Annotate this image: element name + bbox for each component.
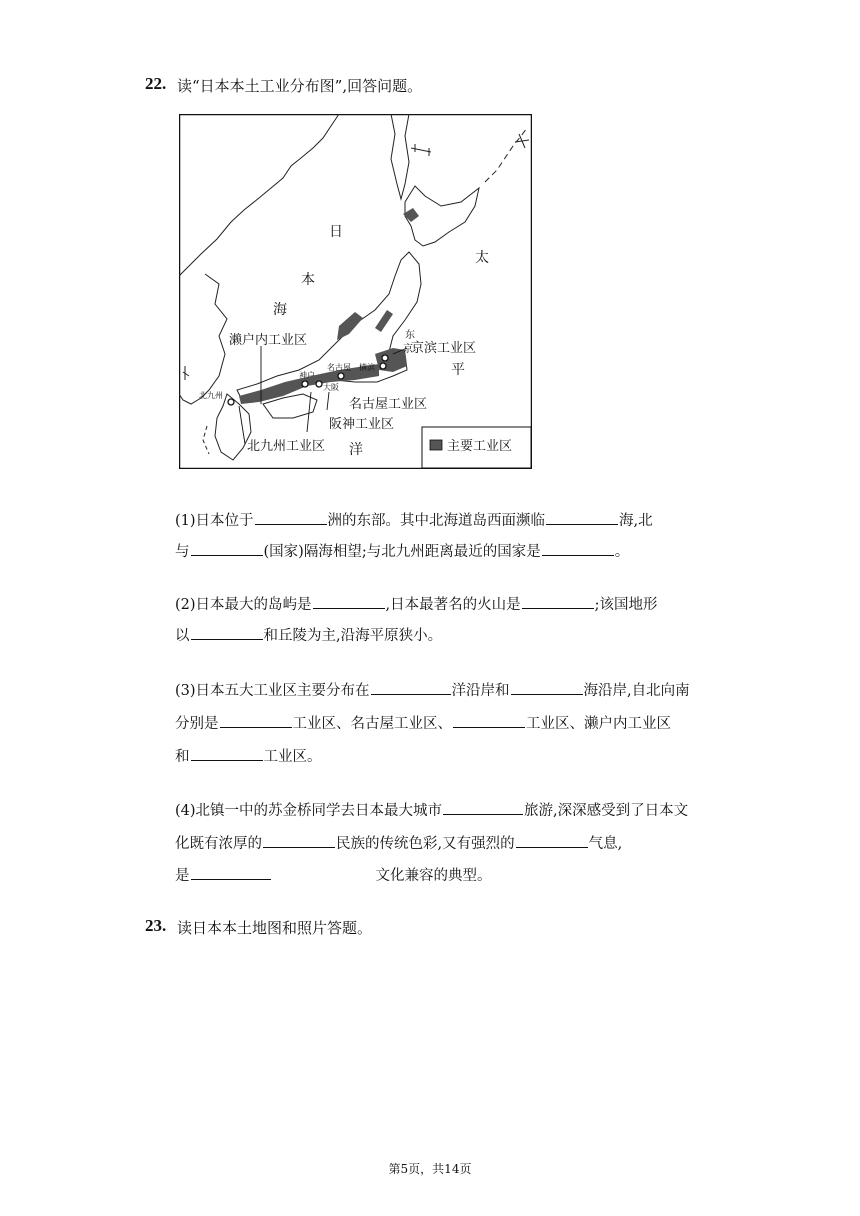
- q22-p4-text-c: 化既有浓厚的: [175, 836, 262, 852]
- sea-label-ri: 日: [329, 224, 343, 240]
- q22-part4-line3: [175, 864, 492, 885]
- nagoya-marker: [338, 373, 344, 379]
- japan-industry-map: [179, 114, 532, 469]
- q22-part3-line2: [175, 712, 671, 733]
- question-number-22: 22.: [145, 74, 167, 93]
- city-label-yokohama: 横滨: [359, 363, 375, 372]
- sea-label-hai: 海: [273, 302, 287, 318]
- answer-blank[interactable]: [263, 833, 335, 848]
- q22-part2-line1: [175, 593, 658, 614]
- ocean-label-tai: 太: [475, 250, 489, 266]
- q22-p1-text-a: (1)日本位于: [175, 513, 254, 529]
- q22-p4-text-a: (4)北镇一中的苏金桥同学去日本最大城市: [175, 803, 443, 819]
- answer-blank[interactable]: [453, 713, 525, 728]
- answer-blank[interactable]: [220, 713, 292, 728]
- q22-p3-text-h: 工业区。: [263, 749, 322, 765]
- ocean-label-ping: 平: [451, 362, 465, 378]
- kobe-marker: [302, 381, 308, 387]
- q22-part2-line2: [175, 624, 442, 645]
- q22-part3-line3: [175, 745, 322, 766]
- q22-p3-text-g: 和: [175, 749, 190, 765]
- q22-p2-text-e: 和丘陵为主,沿海平原狭小。: [263, 628, 443, 644]
- city-label-nagoya: 名古屋: [327, 363, 351, 372]
- q22-p1-text-d: 与: [175, 544, 190, 560]
- answer-blank[interactable]: [191, 541, 263, 556]
- q22-part1-line2: [175, 540, 629, 561]
- legend-swatch: [430, 440, 442, 450]
- q22-part1-line1: [175, 509, 653, 530]
- region-label-nagoya: 名古屋工业区: [349, 397, 428, 412]
- question-prompt-22: 读“日本本土工业分布图”,回答问题。: [177, 77, 423, 95]
- question-number-23: 23.: [145, 916, 167, 935]
- ocean-label-yang: 洋: [349, 442, 363, 458]
- city-label-osaka: 大阪: [323, 383, 339, 392]
- yokohama-marker: [380, 363, 386, 369]
- q22-part3-line1: [175, 679, 690, 700]
- region-label-kitakyushu: 北九州工业区: [247, 439, 326, 454]
- q22-p4-text-d: 民族的传统色彩,又有强烈的: [336, 836, 515, 852]
- q22-p2-text-b: ,日本最著名的火山是: [385, 597, 521, 613]
- answer-blank[interactable]: [443, 800, 523, 815]
- q22-p2-text-c: ;该国地形: [594, 597, 658, 613]
- answer-blank[interactable]: [371, 680, 451, 695]
- q22-p4-text-e: 气息,: [588, 836, 623, 852]
- kitakyushu-marker: [228, 399, 234, 405]
- q22-p3-text-a: (3)日本五大工业区主要分布在: [175, 683, 370, 699]
- answer-blank[interactable]: [522, 594, 594, 609]
- page-footer: 第5页，共14页: [388, 1162, 472, 1176]
- city-label-kitakyushu: 北九州: [199, 391, 223, 400]
- answer-blank[interactable]: [542, 541, 614, 556]
- tokyo-marker: [382, 355, 388, 361]
- city-label-tokyo-2: 京: [403, 344, 413, 355]
- answer-blank[interactable]: [546, 510, 618, 525]
- answer-blank[interactable]: [511, 680, 583, 695]
- q22-p3-text-c: 海沿岸,自北向南: [583, 683, 690, 699]
- q22-p1-text-c: 海,北: [619, 513, 653, 529]
- answer-blank[interactable]: [191, 746, 263, 761]
- answer-blank[interactable]: [516, 833, 588, 848]
- q22-p3-text-d: 分别是: [175, 716, 219, 732]
- answer-blank[interactable]: [191, 865, 271, 880]
- legend-label: 主要工业区: [447, 439, 513, 454]
- q22-p2-text-d: 以: [175, 628, 190, 644]
- question-prompt-23: 读日本本土地图和照片答题。: [177, 919, 373, 937]
- q22-p1-text-b: 洲的东部。其中北海道岛西面濒临: [327, 513, 546, 529]
- q22-p3-text-f: 工业区、濑户内工业区: [526, 716, 671, 732]
- region-label-keihin: 京滨工业区: [411, 341, 477, 356]
- region-label-hanshin: 阪神工业区: [329, 417, 395, 432]
- q22-part4-line2: [175, 832, 622, 853]
- answer-blank[interactable]: [191, 625, 263, 640]
- answer-blank[interactable]: [313, 594, 385, 609]
- sea-label-ben: 本: [301, 272, 315, 288]
- osaka-marker: [316, 381, 322, 387]
- q22-p3-text-b: 洋沿岸和: [451, 683, 510, 699]
- q22-part4-line1: [175, 799, 688, 820]
- city-label-kobe: 神户: [299, 371, 315, 380]
- q22-p1-text-e: (国家)隔海相望;与北九州距离最近的国家是: [263, 544, 541, 560]
- q22-p4-text-b: 旅游,深深感受到了日本文: [524, 803, 689, 819]
- answer-blank[interactable]: [255, 510, 327, 525]
- q22-p1-text-f: 。: [614, 544, 630, 560]
- q22-p3-text-e: 工业区、名古屋工业区、: [292, 716, 452, 732]
- q22-p4-text-f: 是: [175, 868, 190, 884]
- q22-p2-text-a: (2)日本最大的岛屿是: [175, 597, 312, 613]
- city-label-tokyo-1: 东: [405, 330, 415, 341]
- region-label-setouchi: 濑户内工业区: [229, 333, 308, 348]
- q22-p4-text-g: 文化兼容的典型。: [375, 868, 492, 884]
